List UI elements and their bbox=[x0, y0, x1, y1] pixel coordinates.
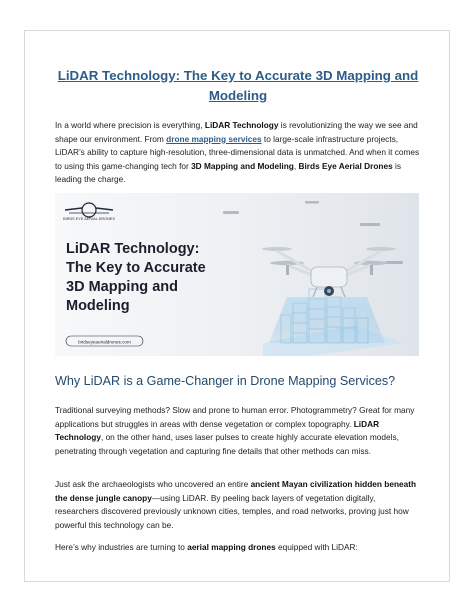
paragraph-archaeologists bbox=[55, 478, 421, 532]
p4-text-2: equipped with LiDAR: bbox=[275, 542, 358, 552]
intro-bold-3d-mapping: 3D Mapping and Modeling bbox=[191, 160, 294, 171]
intro-paragraph bbox=[55, 119, 421, 187]
intro-text-4: , bbox=[293, 160, 299, 171]
p2-text-1: Traditional surveying methods? Slow and prone to human error. Photogrammetry? Great for many applications but struggles in areas with dense vegetation or complex topography. bbox=[55, 405, 415, 429]
intro-bold-lidar: LiDAR Technology bbox=[204, 120, 279, 130]
p4-text-1: Here’s why industries are turning to bbox=[55, 542, 188, 552]
section-heading: Why LiDAR is a Game-Changer in Drone Mapping Services? bbox=[55, 374, 396, 388]
intro-text-3: to large-scale infrastructure projects, LiDAR’s ability to capture high-resolution, three-dimensional data is unmatched. And when it comes to using this game-changing tech for bbox=[55, 133, 420, 171]
page-title: LiDAR Technology: The Key to Accurate 3D Mapping and Modeling bbox=[57, 68, 419, 103]
banner-graphic bbox=[55, 193, 419, 356]
p3-bold-mayan: ancient Mayan civilization hidden beneath the dense jungle canopy bbox=[55, 479, 417, 503]
banner-headline-line1: LiDAR Technology: bbox=[66, 241, 200, 257]
p4-bold-aerial-drones: aerial mapping drones bbox=[187, 542, 276, 552]
p2-text-2: , on the other hand, uses laser pulses to create highly accurate elevation models, penetrating through vegetation and capturing fine details that other methods can miss. bbox=[55, 432, 399, 456]
paragraph-industries bbox=[55, 541, 421, 555]
drone-mapping-services-link[interactable]: drone mapping services bbox=[166, 133, 262, 144]
intro-text-2: is revolutionizing the way we see and shape our environment. From bbox=[55, 120, 418, 144]
banner-headline-line2: The Key to Accurate bbox=[66, 260, 206, 276]
intro-text-1: In a world where precision is everything, bbox=[55, 120, 205, 130]
banner-headline-line4: Modeling bbox=[66, 298, 130, 314]
banner-headline-line3: 3D Mapping and bbox=[66, 279, 178, 295]
p2-bold-lidar: LiDAR Technology bbox=[55, 418, 380, 442]
p3-text-2: —using LiDAR. By peeling back layers of vegetation digitally, researchers discovered previously unknown cities, temples, and road networks, proving just how powerful this technology can be. bbox=[55, 492, 409, 530]
logo-text: BIRDS EYE AERIAL DRONES bbox=[63, 217, 115, 221]
hero-banner-image bbox=[55, 193, 419, 356]
p3-text-1: Just ask the archaeologists who uncovered an entire bbox=[55, 479, 251, 489]
intro-bold-company: Birds Eye Aerial Drones bbox=[298, 160, 393, 171]
paragraph-traditional-methods bbox=[55, 404, 421, 458]
intro-text-5: is leading the charge. bbox=[55, 160, 402, 184]
banner-url: birdseyeaerialdrones.com bbox=[78, 339, 131, 345]
